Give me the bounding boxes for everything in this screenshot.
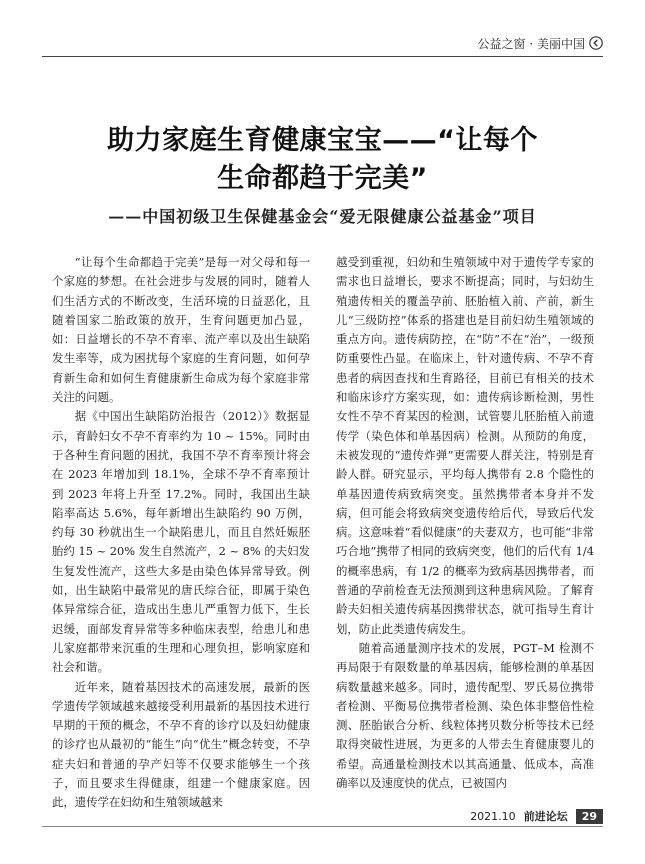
paragraph: 随着高通量测序技术的发展，PGT–M 检测不再局限于有限数量的单基因病，能够检测的单基因病数量越来越多。同时，遗传配型、罗氏易位携带者检测、平衡易位携带者检测、染色体非整倍性检测、胚胎嵌合分析、线粒体拷贝数分析等技术已经取得突破性进展，为更多的人带去生育健康婴儿的希望。高通量检测技术以其高通量、低成本，高准确率以及速度快的优点，已被国内 bbox=[336, 640, 594, 791]
article-title-line1: 助力家庭生育健康宝宝——“让每个 bbox=[107, 125, 538, 156]
chevron-circle-icon bbox=[589, 36, 603, 50]
magazine-name: 前进论坛 bbox=[523, 810, 568, 823]
header-rule bbox=[42, 56, 603, 57]
issue-date: 2021.10 bbox=[470, 809, 516, 823]
paragraph: 近年来，随着基因技术的高速发展，最新的医学遗传学领域越来越接受利用最新的基因技术进行早期的干预的概念，不孕不育的诊疗以及妇幼健康的诊疗也从最初的“能生”向“优生”概念转变，不孕症夫妇和普通的孕产妇等不仅要求能够生一个孩子，而且要求生得健康，组建一个健康家庭。因此，遗传学在妇幼和生殖领域越来 bbox=[52, 679, 310, 810]
page-footer bbox=[470, 808, 603, 824]
left-column bbox=[52, 253, 310, 813]
paragraph: “让每个生命都趋于完美”是每一对父母和每一个家庭的梦想。在社会进步与发展的同时，随着人们生活方式的不断改变，生活环境的日益恶化，且随着国家二胎政策的放开，生育问题更加凸显，如：日益增长的不孕不育率、流产率以及出生缺陷发生率等，成为困扰每个家庭的生育问题，如何孕育新生命和如何生育健康新生命成为每个家庭非常关注的问题。 bbox=[52, 255, 310, 405]
page-header bbox=[478, 33, 603, 53]
article-title-line2: 生命都趋于完美” bbox=[217, 163, 428, 194]
page-number: 29 bbox=[576, 809, 603, 824]
section-label: 公益之窗 · 美丽中国 bbox=[477, 36, 585, 51]
article-subtitle: ——中国初级卫生保健基金会“爱无限健康公益基金”项目 bbox=[108, 207, 537, 226]
right-column bbox=[336, 253, 594, 793]
footer-rule bbox=[42, 826, 603, 827]
paragraph: 据《中国出生缺陷防治报告（2012）》数据显示，育龄妇女不孕不育率约为 10 ~ 15%。同时由于各种生育问题的困扰，我国不孕不育率预计将会在 2023 年增加到 18.1%，全球不孕不育率预计到 2023 年将上升至 17.2%。同时，我国出生缺陷率高达 5.6%，每年新增出生缺陷约 90 万例，约每 30 秒就出生一个缺陷患儿，而且自然妊娠胚胎约 15 ~ 20% 发生自然流产，2 ~ 8% 的夫妇发生复发性流产，这些大多是由染色体异常导致。例如，出生缺陷中最常见的唐氏综合征，即属于染色体异常综合征，造成出生患儿严重智力低下，生长迟缓，面部发育异常等多种临床表型，给患儿和患儿家庭都带来沉重的生理和心理负担，影响家庭和社会和谐。 bbox=[52, 409, 310, 675]
paragraph: 越受到重视，妇幼和生殖领域中对于遗传学专家的需求也日益增长，要求不断提高；同时，与妇幼生殖遗传相关的覆盖孕前、胚胎植入前、产前，新生儿“三级防控”体系的搭建也是目前妇幼生殖领域的重点方向。遗传病防控，在“防”不在“治”，一级预防重要性凸显。在临床上，针对遗传病、不孕不育患者的病因查找和生育路径，目前已有相关的技术和临床诊疗方案实现，如：遗传病诊断检测，男性女性不孕不育某因的检测，试管婴儿胚胎植入前遗传学（染色体和单基因病）检测。从预防的角度，未被发现的“遗传炸弹”更需要人群关注，特别是育龄人群。研究显示，平均每人携带有 2.8 个隐性的单基因遗传病致病突变。虽然携带者本身并不发病，但可能会将致病突变遗传给后代，导致后代发病。这意味着“看似健康”的夫妻双方，也可能“非常巧合地”携带了相同的致病突变，他们的后代有 1/4 的概率患病，有 1/2 的概率为致病基因携带者，而普通的孕前检查无法预测到这种患病风险。了解育龄夫妇相关遗传病基因携带状态，就可指导生育计划，防止此类遗传病发生。 bbox=[336, 255, 594, 636]
